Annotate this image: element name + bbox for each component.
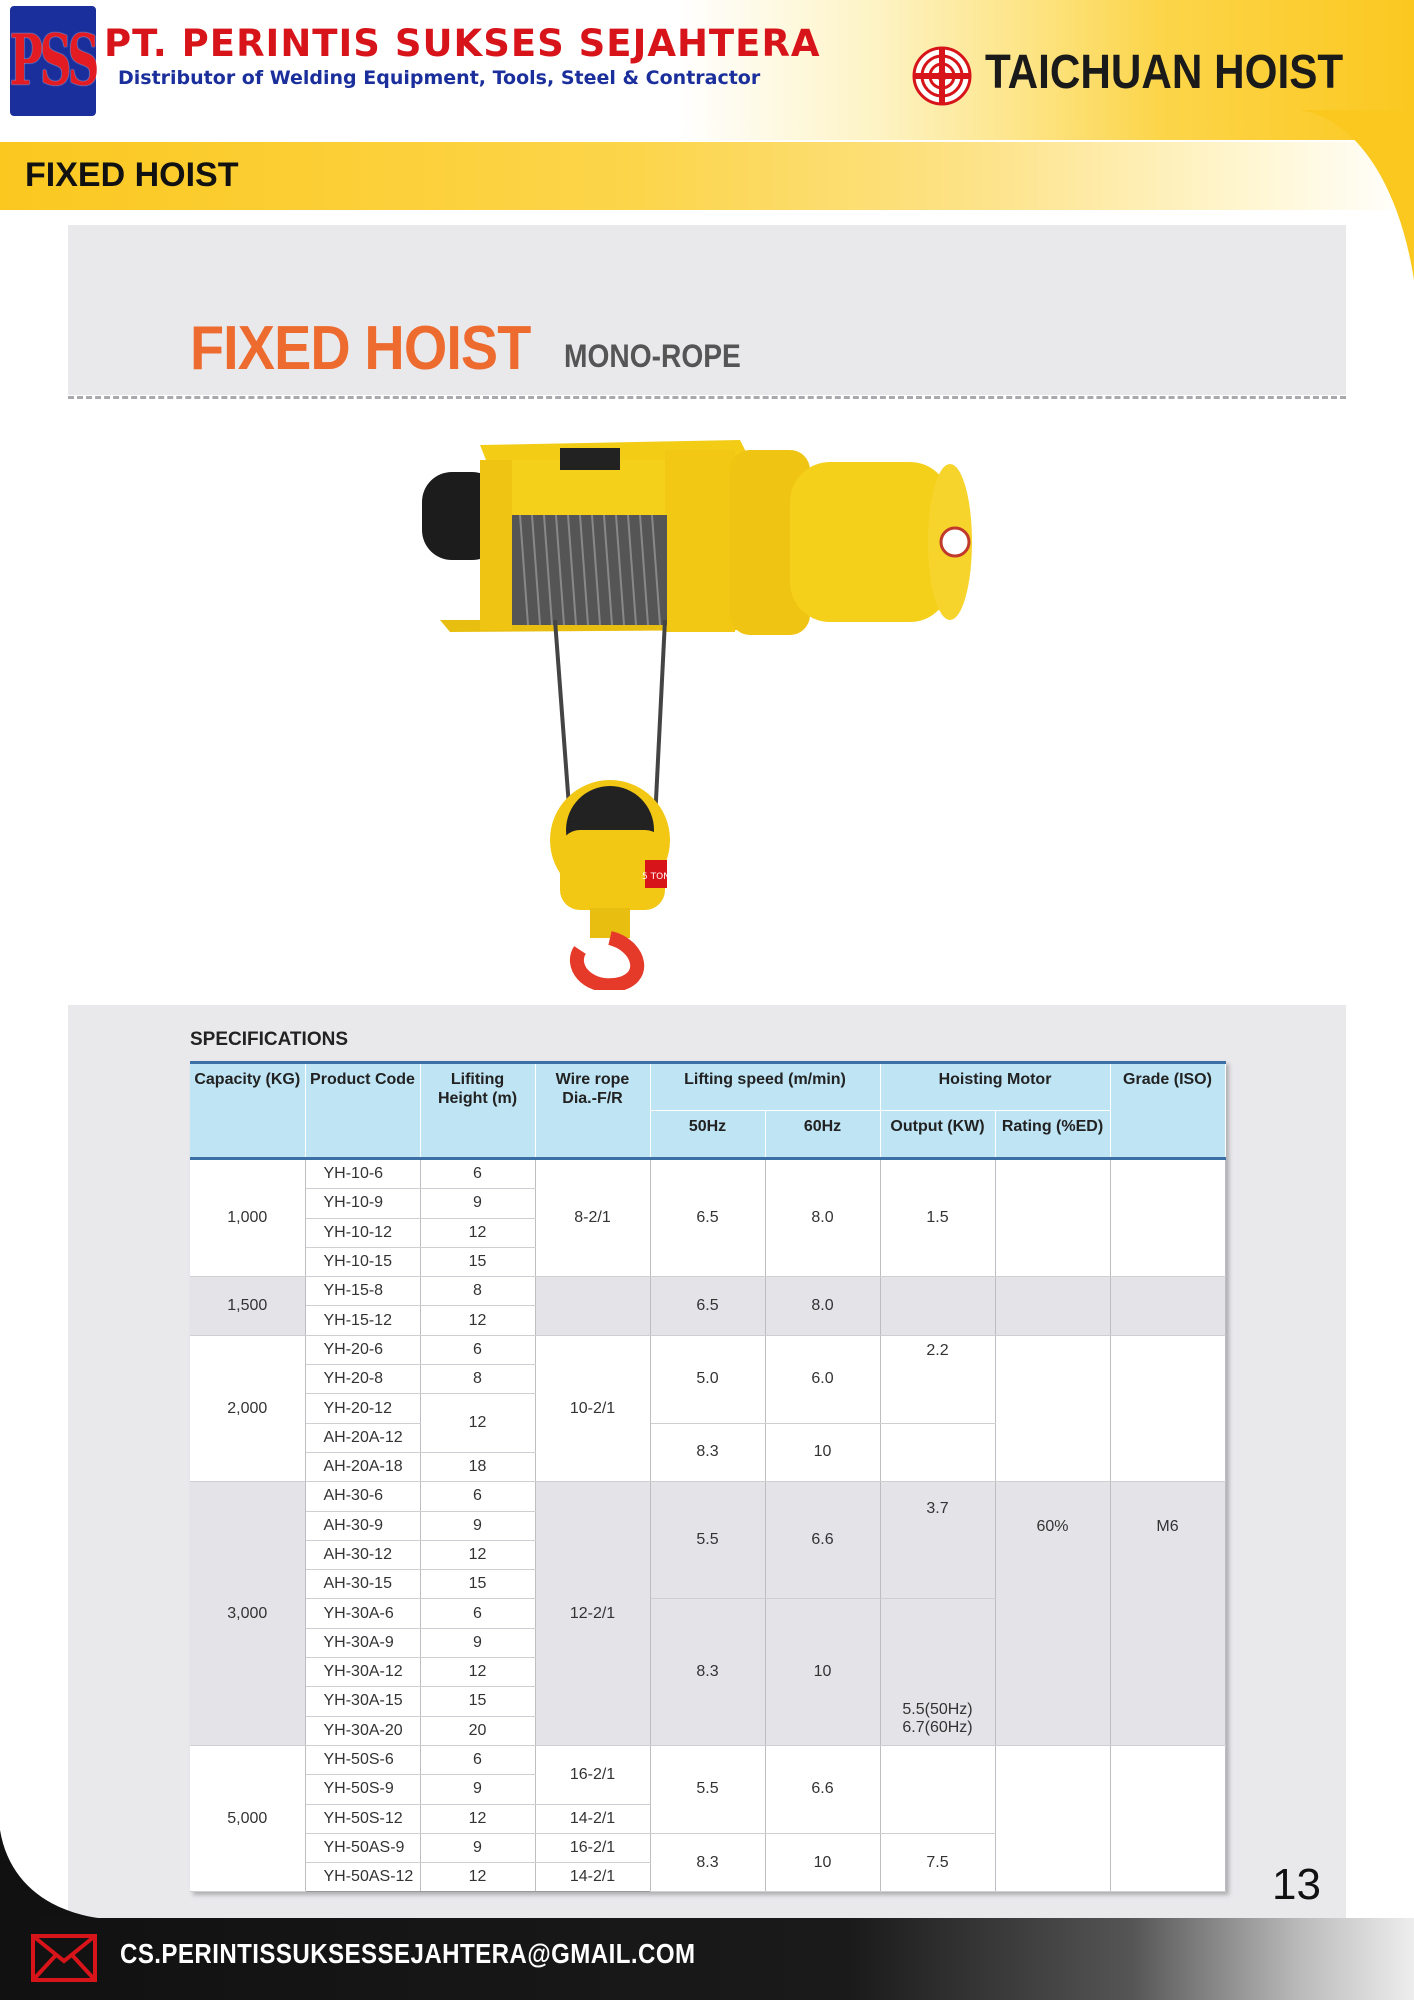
product-code-cell: YH-50S-6 — [305, 1745, 420, 1774]
speed-60hz-cell: 6.6 — [765, 1745, 880, 1833]
pss-logo-text: PSS — [9, 20, 97, 102]
table-row — [190, 1335, 1225, 1364]
product-code-cell: YH-30A-9 — [305, 1628, 420, 1657]
speed-50hz-cell: 6.5 — [650, 1159, 765, 1277]
wire-rope-cell: 12-2/1 — [535, 1482, 650, 1746]
height-cell: 9 — [420, 1628, 535, 1657]
product-code-cell: YH-30A-15 — [305, 1687, 420, 1716]
output-cell: 7.5 — [880, 1833, 995, 1892]
col-header-hoisting-motor: Hoisting Motor — [880, 1063, 1110, 1111]
height-cell: 15 — [420, 1247, 535, 1276]
table-row — [190, 1745, 1225, 1774]
product-code-cell: YH-20-8 — [305, 1365, 420, 1394]
wire-rope-cell: 14-2/1 — [535, 1863, 650, 1892]
speed-60hz-cell: 10 — [765, 1833, 880, 1892]
col-header-60hz: 60Hz — [765, 1111, 880, 1159]
rating-cell — [995, 1335, 1110, 1481]
height-cell: 6 — [420, 1335, 535, 1364]
height-cell: 9 — [420, 1833, 535, 1862]
col-header-product-code: Product Code — [305, 1063, 420, 1159]
speed-60hz-cell: 10 — [765, 1599, 880, 1745]
height-cell: 9 — [420, 1511, 535, 1540]
col-header-wire-rope: Wire rope Dia.-F/R — [535, 1063, 650, 1159]
capacity-cell: 5,000 — [190, 1745, 305, 1891]
wire-rope-cell: 10-2/1 — [535, 1335, 650, 1481]
product-code-cell: YH-20-12 — [305, 1394, 420, 1423]
product-code-cell: AH-20A-18 — [305, 1452, 420, 1481]
output-cell — [880, 1745, 995, 1833]
speed-60hz-cell: 10 — [765, 1423, 880, 1482]
height-cell: 9 — [420, 1775, 535, 1804]
speed-50hz-cell: 6.5 — [650, 1277, 765, 1336]
col-header-50hz: 50Hz — [650, 1111, 765, 1159]
company-tagline: Distributor of Welding Equipment, Tools, Steel & Contractor — [118, 67, 761, 89]
output-cell — [880, 1277, 995, 1336]
product-code-cell: YH-30A-6 — [305, 1599, 420, 1628]
product-code-cell: YH-50S-9 — [305, 1775, 420, 1804]
hoist-product-image — [410, 420, 1000, 990]
product-code-cell: AH-30-15 — [305, 1570, 420, 1599]
product-code-cell: YH-15-8 — [305, 1277, 420, 1306]
height-cell: 15 — [420, 1570, 535, 1599]
page-number: 13 — [1272, 1860, 1321, 1909]
speed-50hz-cell: 8.3 — [650, 1599, 765, 1745]
output-cell: 1.5 — [880, 1159, 995, 1277]
pss-logo — [10, 6, 96, 116]
table-row — [190, 1482, 1225, 1511]
product-subtitle: MONO-ROPE — [564, 338, 741, 374]
table-row — [190, 1277, 1225, 1306]
rating-cell — [995, 1745, 1110, 1891]
product-code-cell: AH-30-12 — [305, 1540, 420, 1569]
company-name: PT. PERINTIS SUKSES SEJAHTERA — [104, 22, 821, 65]
capacity-cell: 1,500 — [190, 1277, 305, 1336]
product-code-cell: AH-30-6 — [305, 1482, 420, 1511]
height-cell: 6 — [420, 1159, 535, 1189]
height-cell: 6 — [420, 1482, 535, 1511]
height-cell: 12 — [420, 1658, 535, 1687]
rating-cell — [995, 1159, 1110, 1277]
capacity-badge-text: 5 TON — [642, 872, 670, 882]
col-header-output: Output (KW) — [880, 1111, 995, 1159]
product-title: FIXED HOIST — [190, 314, 531, 383]
table-row — [190, 1159, 1225, 1189]
height-cell: 8 — [420, 1365, 535, 1394]
speed-50hz-cell: 8.3 — [650, 1423, 765, 1482]
height-cell: 20 — [420, 1716, 535, 1745]
brand-name: TAICHUAN HOIST — [985, 46, 1344, 99]
mail-icon — [30, 1933, 98, 1983]
col-header-lifting-speed: Lifting speed (m/min) — [650, 1063, 880, 1111]
product-code-cell: YH-50AS-12 — [305, 1863, 420, 1892]
wire-rope-cell — [535, 1277, 650, 1336]
capacity-cell: 1,000 — [190, 1159, 305, 1277]
height-cell: 12 — [420, 1540, 535, 1569]
speed-50hz-cell: 8.3 — [650, 1833, 765, 1892]
grade-cell: M6 — [1110, 1482, 1225, 1746]
product-code-cell: YH-50AS-9 — [305, 1833, 420, 1862]
product-code-cell: YH-10-12 — [305, 1218, 420, 1247]
output-cell: 3.7 — [880, 1482, 995, 1599]
col-header-rating: Rating (%ED) — [995, 1111, 1110, 1159]
speed-50hz-cell: 5.0 — [650, 1335, 765, 1423]
product-code-cell: YH-30A-20 — [305, 1716, 420, 1745]
height-cell: 12 — [420, 1863, 535, 1892]
grade-cell — [1110, 1335, 1225, 1481]
output-cell — [880, 1423, 995, 1482]
divider — [68, 396, 1346, 399]
specifications-heading: SPECIFICATIONS — [190, 1029, 348, 1050]
height-cell: 6 — [420, 1745, 535, 1774]
height-cell: 18 — [420, 1452, 535, 1481]
rating-cell — [995, 1277, 1110, 1336]
contact-email-link[interactable]: CS.PERINTISSUKSESSEJAHTERA@GMAIL.COM — [120, 1938, 696, 1969]
grade-cell — [1110, 1277, 1225, 1336]
output-cell: 5.5(50Hz) 6.7(60Hz) — [880, 1599, 995, 1745]
height-cell: 12 — [420, 1218, 535, 1247]
height-cell: 9 — [420, 1189, 535, 1218]
capacity-cell: 3,000 — [190, 1482, 305, 1746]
section-title: FIXED HOIST — [25, 156, 239, 194]
speed-60hz-cell: 8.0 — [765, 1277, 880, 1336]
capacity-cell: 2,000 — [190, 1335, 305, 1481]
speed-60hz-cell: 8.0 — [765, 1159, 880, 1277]
height-cell: 12 — [420, 1306, 535, 1335]
product-code-cell: YH-10-15 — [305, 1247, 420, 1276]
height-cell: 12 — [420, 1804, 535, 1833]
specifications-table — [190, 1061, 1226, 1892]
col-header-capacity: Capacity (KG) — [190, 1063, 305, 1159]
height-cell: 8 — [420, 1277, 535, 1306]
product-code-cell: YH-30A-12 — [305, 1658, 420, 1687]
product-code-cell: YH-15-12 — [305, 1306, 420, 1335]
wire-rope-cell: 16-2/1 — [535, 1745, 650, 1804]
wire-rope-cell: 8-2/1 — [535, 1159, 650, 1277]
grade-cell — [1110, 1159, 1225, 1277]
product-code-cell: AH-20A-12 — [305, 1423, 420, 1452]
product-code-cell: YH-10-9 — [305, 1189, 420, 1218]
footer-decorative-curve — [0, 1830, 120, 1930]
product-code-cell: AH-30-9 — [305, 1511, 420, 1540]
speed-60hz-cell: 6.6 — [765, 1482, 880, 1599]
product-code-cell: YH-50S-12 — [305, 1804, 420, 1833]
speed-50hz-cell: 5.5 — [650, 1482, 765, 1599]
grade-cell — [1110, 1745, 1225, 1891]
speed-60hz-cell: 6.0 — [765, 1335, 880, 1423]
taichuan-logo-icon — [912, 46, 972, 106]
height-cell: 12 — [420, 1394, 535, 1453]
product-code-cell: YH-20-6 — [305, 1335, 420, 1364]
height-cell: 6 — [420, 1599, 535, 1628]
speed-50hz-cell: 5.5 — [650, 1745, 765, 1833]
col-header-lifting-height: Lifiting Height (m) — [420, 1063, 535, 1159]
product-code-cell: YH-10-6 — [305, 1159, 420, 1189]
wire-rope-cell: 14-2/1 — [535, 1804, 650, 1833]
wire-rope-cell: 16-2/1 — [535, 1833, 650, 1862]
rating-cell: 60% — [995, 1482, 1110, 1746]
height-cell: 15 — [420, 1687, 535, 1716]
output-cell: 2.2 — [880, 1335, 995, 1423]
col-header-grade: Grade (ISO) — [1110, 1063, 1225, 1159]
